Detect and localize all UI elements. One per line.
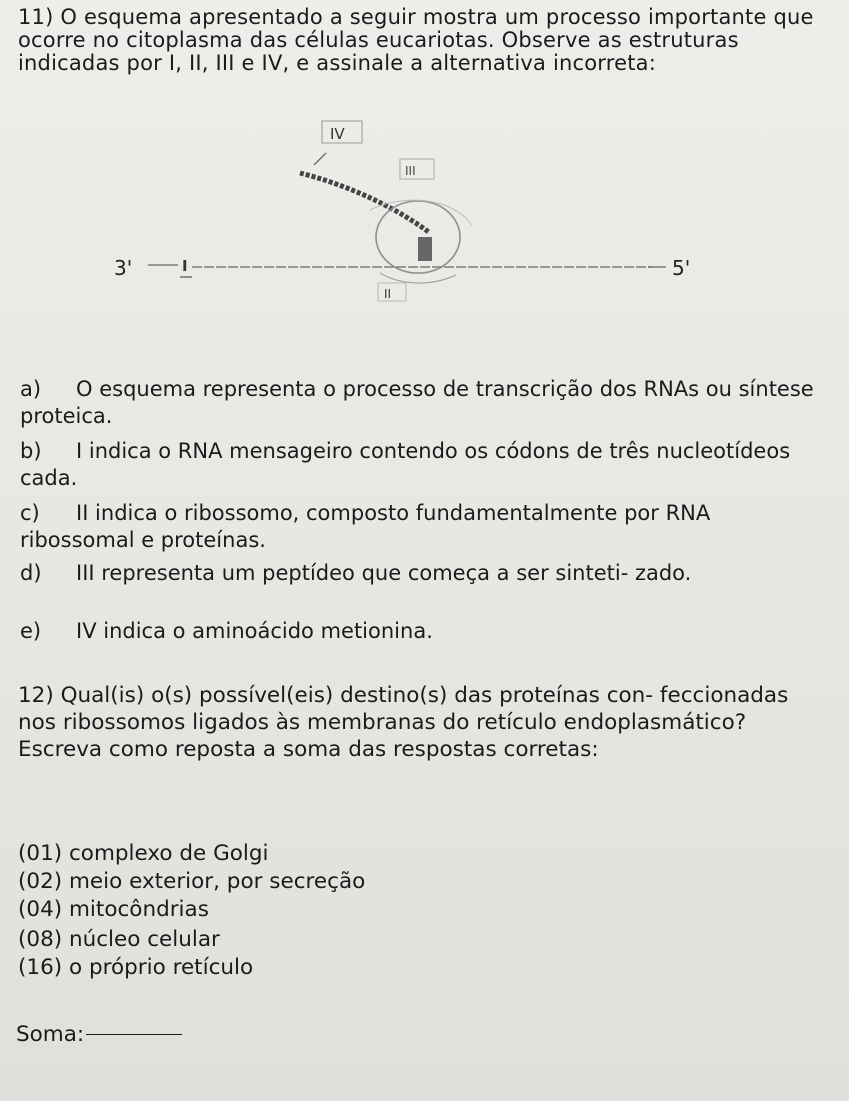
option-c-letter: c) [20,501,40,525]
question-11-statement: 11) O esquema apresentado a seguir mostra um processo importante que ocorre no citoplasma das células eucariotas. Observe as estruturas indicadas por I, II, III e IV, e assinale a alternativa incorreta: [18,5,814,75]
translation-diagram [100,115,720,315]
option-b-text: I indica o RNA mensageiro contendo os códons de três nucleotídeos cada. [20,439,791,490]
option-e-letter: e) [20,619,42,643]
peptide-chain [300,173,430,233]
arrow-iv [314,153,326,165]
label-iii: III [405,164,416,178]
question-12-statement: 12) Qual(is) o(s) possível(eis) destino(s) das proteínas con- feccionadas nos ribossomos ligados às membranas do retículo endoplasmático? Escreva como reposta a soma das respostas corretas: [18,683,789,762]
trna [418,237,432,261]
option-e [20,618,830,645]
option-b [20,438,830,492]
option-d-text: III representa um peptídeo que começa a ser sinteti- zado. [76,561,692,585]
option-a-text: O esquema representa o processo de transcrição dos RNAs ou síntese proteica. [20,377,814,428]
label-i: I [182,257,188,275]
option-c-text: II indica o ribossomo, composto fundamentalmente por RNA ribossomal e proteínas. [20,501,711,552]
option-b-letter: b) [20,439,42,463]
option-a [20,376,830,430]
label-iv: IV [330,125,345,143]
answer-item-04: (04) mitocôndrias [18,897,209,922]
label-ii: II [384,287,392,301]
answer-item-02: (02) meio exterior, por secreção [18,869,366,894]
soma-answer [16,1022,182,1047]
answer-item-16: (16) o próprio retículo [18,955,254,980]
option-e-text: IV indica o aminoácido metionina. [76,619,433,643]
option-d [20,560,830,587]
soma-answer-blank[interactable] [86,1034,182,1035]
soma-label: Soma: [16,1022,85,1047]
ribosome-base [380,273,456,283]
option-c [20,500,830,554]
end-5-prime: 5' [672,256,691,280]
answer-item-08: (08) núcleo celular [18,927,220,952]
end-3-prime: 3' [114,256,133,280]
answer-item-01: (01) complexo de Golgi [18,841,269,866]
option-d-letter: d) [20,561,42,585]
label-ii-box [378,283,406,301]
option-a-letter: a) [20,377,42,401]
